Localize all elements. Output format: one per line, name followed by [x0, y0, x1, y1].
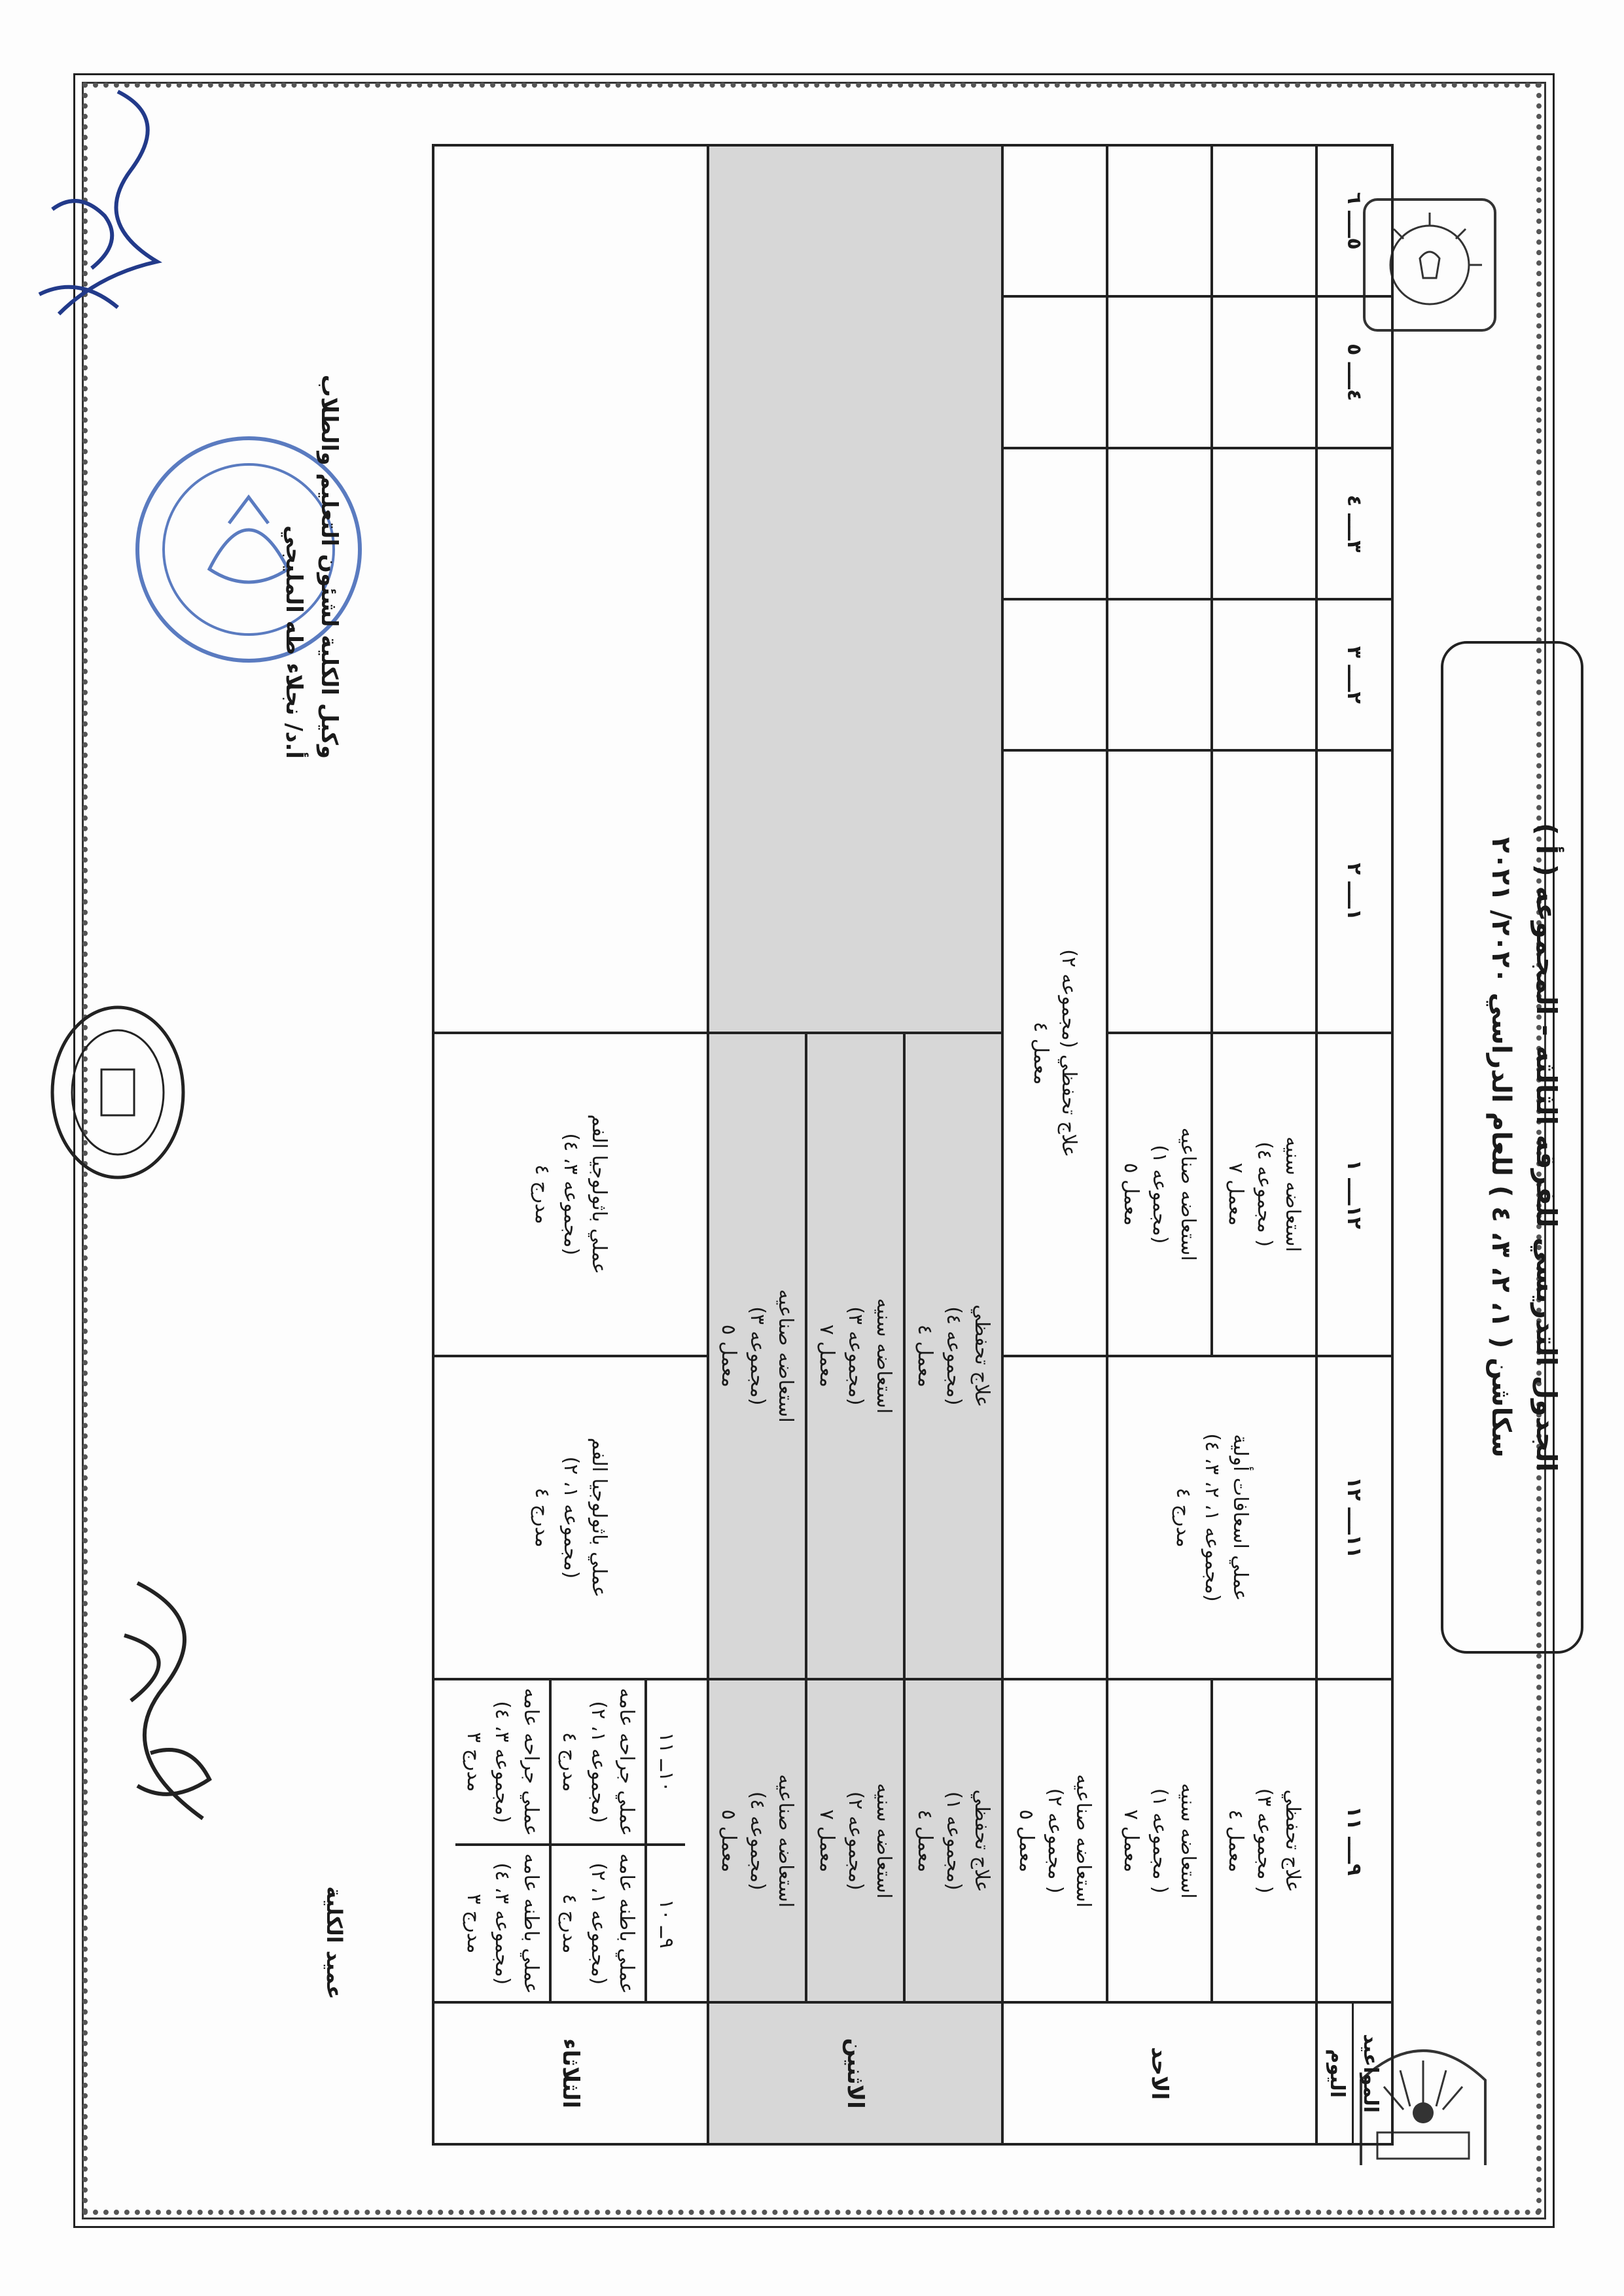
class-cell: عملي باثولوجيا الفم (مجموعه ٣، ٤) مدرج ٤: [433, 1033, 708, 1356]
empty-cell: [1212, 296, 1316, 447]
day-label: الاحد: [1002, 2002, 1316, 2144]
empty-cell: [433, 145, 708, 1033]
schedule-table: [432, 144, 1394, 2146]
empty-cell: [1212, 448, 1316, 599]
schedule-title: الجدول التدريسي للفرقه الثالثه - المجموعه ( أ ): [1530, 822, 1562, 1472]
empty-cell: [1002, 599, 1107, 750]
label-times: المواعيد: [1352, 2004, 1387, 2143]
empty-cell: [1107, 750, 1212, 1032]
header-row: [1316, 145, 1392, 2144]
schedule-title-box: [1441, 641, 1583, 1654]
dean-signature-block: [322, 1773, 347, 2113]
dean-title: عميد الكلية: [322, 1886, 347, 2000]
slot-header: ١٢ــــ ١: [1316, 1033, 1392, 1356]
split-cell: [433, 1679, 708, 2002]
subtable: [456, 1680, 686, 2001]
vice-dean-signature-block: [275, 170, 347, 759]
table-row: [1212, 145, 1316, 2144]
empty-cell: [1107, 145, 1212, 296]
class-cell: عملي اسعافات أولية (مجموعه ١، ٢، ٣، ٤) مدرج ٤: [1107, 1356, 1316, 1679]
college-stamp-icon: [39, 994, 196, 1191]
class-cell: استعاضه صناعيه ( مجموعه ٢) معمل ٥: [1002, 1679, 1107, 2002]
table-row: [433, 145, 708, 2144]
header-corner: [1316, 2002, 1392, 2144]
sub-slot-header: ٩ــ ١٠: [646, 1845, 686, 2001]
empty-cell: [1212, 599, 1316, 750]
class-cell: استعاضه صناعيه (مجموعه ٣) معمل ٥: [708, 1033, 806, 1680]
class-cell: استعاضه صناعيه (مجموعه ٤) معمل ٥: [708, 1679, 806, 2002]
empty-cell: [708, 145, 1002, 1033]
class-cell: استعاضه صناعيه (مجموعه ١) معمل ٥: [1107, 1033, 1212, 1356]
empty-cell: [1107, 599, 1212, 750]
class-cell: علاج تحفظي (مجموعه ٤) معمل ٤: [904, 1033, 1002, 1680]
class-cell: استعاضه سنيه ( مجموعه ٤) معمل ٧: [1212, 1033, 1316, 1356]
class-cell: علاج تحفظي (مجموعه ١) معمل ٤: [904, 1679, 1002, 2002]
handwritten-signature-top: [13, 78, 209, 353]
sub-slot-header: ١٠ــ ١١: [646, 1680, 686, 1845]
table-row: [1107, 145, 1212, 2144]
class-cell: عملي باثولوجيا الفم (مجموعه ١، ٢) مدرج ٤: [433, 1356, 708, 1679]
table-row: [904, 145, 1002, 2144]
empty-cell: [1002, 296, 1107, 447]
empty-cell: [1107, 296, 1212, 447]
rotated-schedule: [183, 105, 1590, 2185]
slot-header: ١ــــ ٢: [1316, 750, 1392, 1032]
empty-cell: [1002, 145, 1107, 296]
empty-cell: [1002, 1356, 1107, 1679]
day-label: الاثنين: [708, 2002, 1002, 2144]
slot-header: ٢ــــ ٣: [1316, 599, 1392, 750]
class-cell: عملي جراحه عامه (مجموعه ١، ٢) مدرج ٤: [550, 1680, 646, 1845]
slot-header: ٤ــــ ٥: [1316, 296, 1392, 447]
class-cell: علاج تحفظي (مجموعه ٢) معمل ٤: [1002, 750, 1107, 1355]
class-cell: عملي جراحه عامه (مجموعه ٣، ٤) مدرج ٣: [456, 1680, 551, 1845]
empty-cell: [1212, 750, 1316, 1032]
empty-cell: [1002, 448, 1107, 599]
vice-dean-title: وكيل الكلية لشئون التعليم والطلاب: [316, 374, 342, 759]
empty-cell: [1107, 448, 1212, 599]
class-cell: استعاضه سنيه (مجموعه ٢) معمل ٧: [806, 1679, 904, 2002]
empty-cell: [1212, 145, 1316, 296]
class-cell: استعاضه سنيه ( مجموعه ١) معمل ٧: [1107, 1679, 1212, 2002]
label-day: اليوم: [1326, 2049, 1349, 2098]
slot-header: ١١ــــ ١٢: [1316, 1356, 1392, 1679]
vice-dean-name: أ.د/ نجلاء طه المليجي: [280, 525, 307, 759]
slot-header: ٥ــــ ٦: [1316, 145, 1392, 296]
slot-header: ٩ــــ ١١: [1316, 1679, 1392, 2002]
table-row: [1002, 145, 1107, 2144]
class-cell: عملي باطنه عامه (مجموعه ٣، ٤) مدرج ٣: [456, 1845, 551, 2001]
schedule-subtitle: سكاشن ( ١، ٢، ٣، ٤ ) للعام الدراسي ٢٠٢٠/ ٢٠٢١: [1486, 837, 1516, 1458]
slot-header: ٣ــــ ٤: [1316, 448, 1392, 599]
class-cell: عملي باطنه عامه (مجموعه ١، ٢) مدرج ٤: [550, 1845, 646, 2001]
class-cell: علاج تحفظي ( مجموعه ٣) معمل ٤: [1212, 1679, 1316, 2002]
day-label: الثلاثاء: [433, 2002, 708, 2144]
class-cell: استعاضه سنيه (مجموعه ٣) معمل ٧: [806, 1033, 904, 1680]
